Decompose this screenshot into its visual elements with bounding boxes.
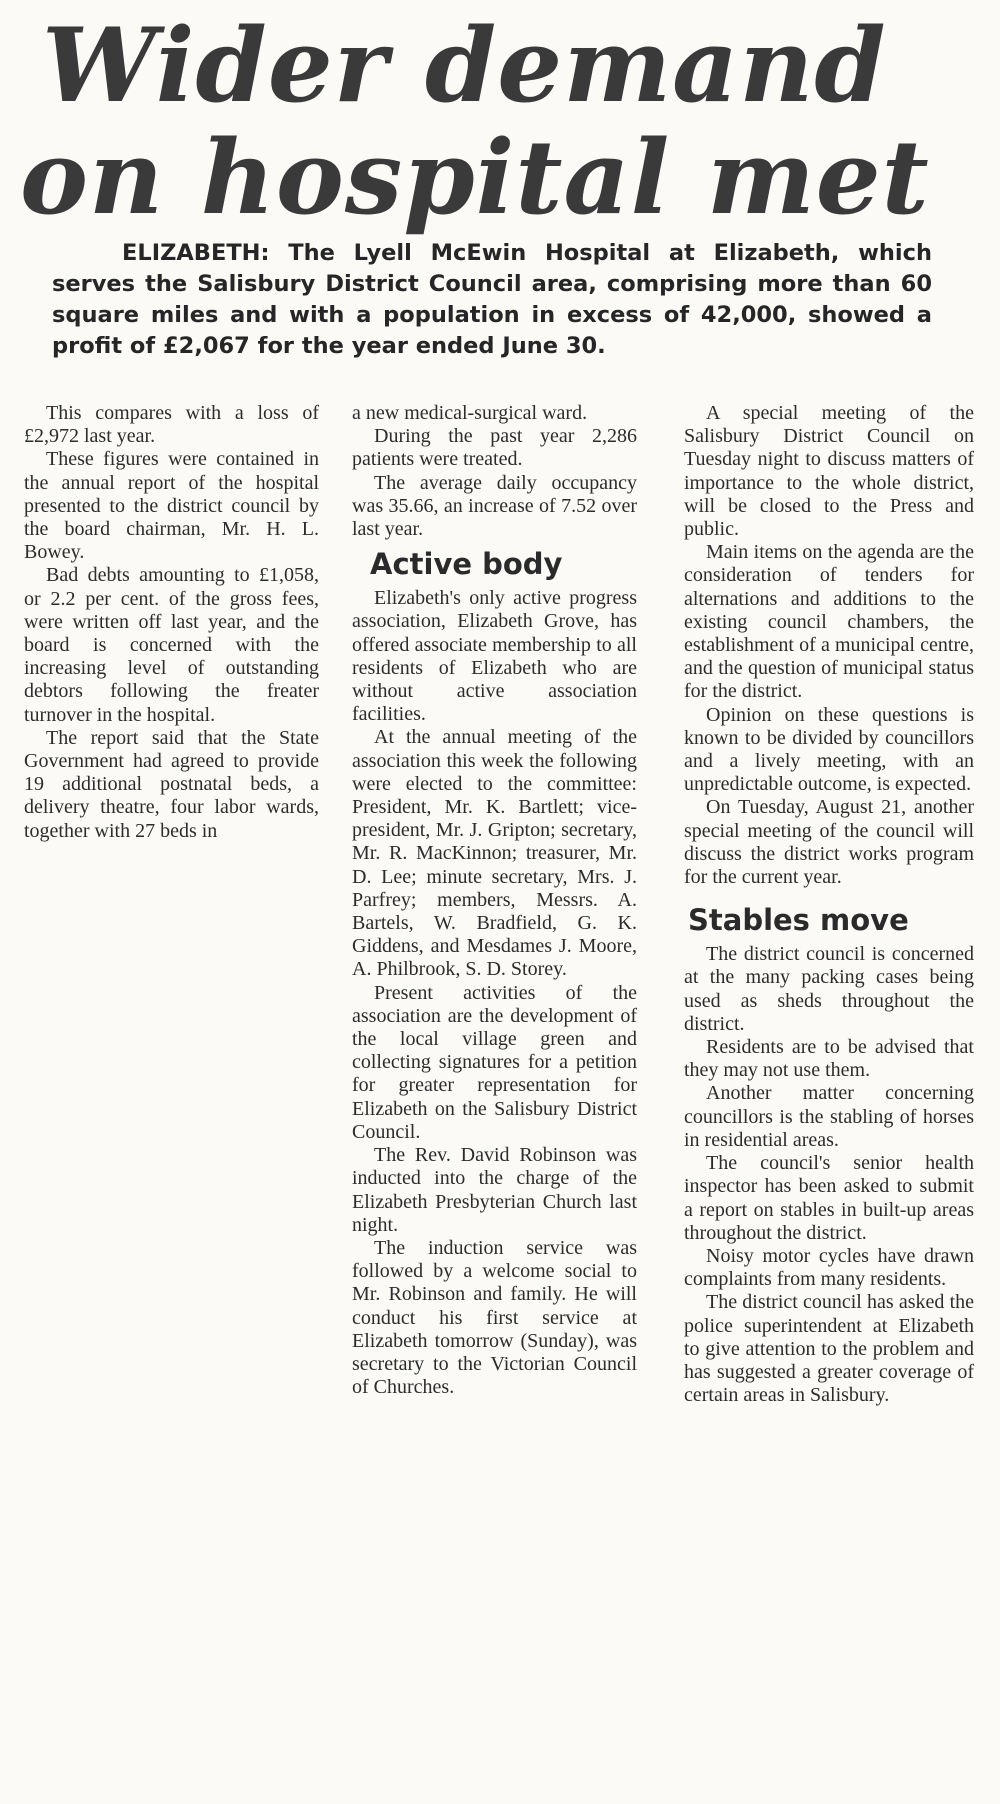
paragraph: The council's senior health inspector has been asked to submit a report on stables in built-up areas throughout the district. bbox=[684, 1152, 974, 1244]
headline-line-2: on hospital met bbox=[20, 118, 930, 238]
headline-line-1: Wider demand bbox=[42, 6, 887, 126]
dateline: ELIZABETH: bbox=[122, 240, 270, 266]
paragraph: This compares with a loss of £2,972 last year. bbox=[24, 402, 319, 448]
paragraph: On Tuesday, August 21, another special meeting of the council will discuss the district works program for the current year. bbox=[684, 796, 974, 889]
paragraph: These figures were contained in the annual report of the hospital presented to the district council by the board chairman, Mr. H. L. Bowey. bbox=[24, 448, 319, 564]
paragraph: A special meeting of the Salisbury District Council on Tuesday night to discuss matters of importance to the whole district, will be closed to the Press and public. bbox=[684, 402, 974, 541]
column-3 bbox=[684, 402, 974, 1407]
paragraph: The district council is concerned at the many packing cases being used as sheds throughout the district. bbox=[684, 943, 974, 1035]
lead-text: The Lyell McEwin Hospital at Elizabeth, which serves the Salisbury District Council area, comprising more than 60 square miles and with a population in excess of 42,000, showed a profit of £2,067 for the year ended June 30. bbox=[52, 240, 932, 359]
paragraph: Bad debts amounting to £1,058, or 2.2 per cent. of the gross fees, were written off last year, and the board is concerned with the increasing level of outstanding debtors following the freater turnover in the hospital. bbox=[24, 564, 319, 726]
paragraph: Opinion on these questions is known to be divided by councillors and a lively meeting, with an unpredictable outcome, is expected. bbox=[684, 703, 974, 796]
paragraph: The induction service was followed by a welcome social to Mr. Robinson and family. He will conduct his first service at Elizabeth tomorrow (Sunday), was secretary to the Victorian Council of Churches. bbox=[352, 1236, 637, 1399]
newspaper-clipping bbox=[12, 6, 974, 1800]
lead-paragraph bbox=[52, 238, 932, 362]
paragraph: At the annual meeting of the association this week the following were elected to the committee: President, Mr. K. Bartlett; vice-president, Mr. J. Gripton; secretary, Mr. R. MacKinnon; treasurer, Mr. D. Lee; minute secretary, Mrs. J. Parfrey; members, Messrs. A. Bartels, W. Bradfield, G. K. Giddens, and Mesdames J. Moore, A. Philbrook, S. D. Storey. bbox=[352, 726, 637, 981]
paragraph: Elizabeth's only active progress association, Elizabeth Grove, has offered associate membership to all residents of Elizabeth who are without active association facilities. bbox=[352, 587, 637, 726]
paragraph: The report said that the State Government had agreed to provide 19 additional postnatal beds, a delivery theatre, four labor wards, together with 27 beds in bbox=[24, 726, 319, 842]
headline bbox=[20, 6, 970, 238]
column-1 bbox=[24, 402, 319, 843]
subhead-active-body: Active body bbox=[370, 547, 563, 582]
paragraph: a new medical-surgical ward. bbox=[352, 402, 588, 424]
column-2 bbox=[352, 402, 637, 1399]
paragraph: The district council has asked the police superintendent at Elizabeth to give attention to the problem and has suggested a greater coverage of certain areas in Salisbury. bbox=[684, 1291, 974, 1407]
paragraph: Another matter concerning councillors is the stabling of horses in residential areas. bbox=[684, 1082, 974, 1151]
paragraph: Main items on the agenda are the consideration of tenders for alternations and additions to the existing council chambers, the establishment of a municipal centre, and the question of municipal status for the district. bbox=[684, 541, 974, 703]
paragraph: Residents are to be advised that they may not use them. bbox=[684, 1036, 974, 1082]
paragraph: During the past year 2,286 patients were treated. bbox=[352, 425, 637, 471]
paragraph: The Rev. David Robinson was inducted into the charge of the Elizabeth Presbyterian Church last night. bbox=[352, 1144, 637, 1236]
paragraph: The average daily occupancy was 35.66, an increase of 7.52 over last year. bbox=[352, 471, 637, 541]
subhead-stables-move: Stables move bbox=[688, 903, 909, 938]
paragraph: Present activities of the association are the development of the local village green and collecting signatures for a petition for greater representation for Elizabeth on the Salisbury District Council. bbox=[352, 981, 637, 1143]
paragraph: Noisy motor cycles have drawn complaints from many residents. bbox=[684, 1244, 974, 1291]
